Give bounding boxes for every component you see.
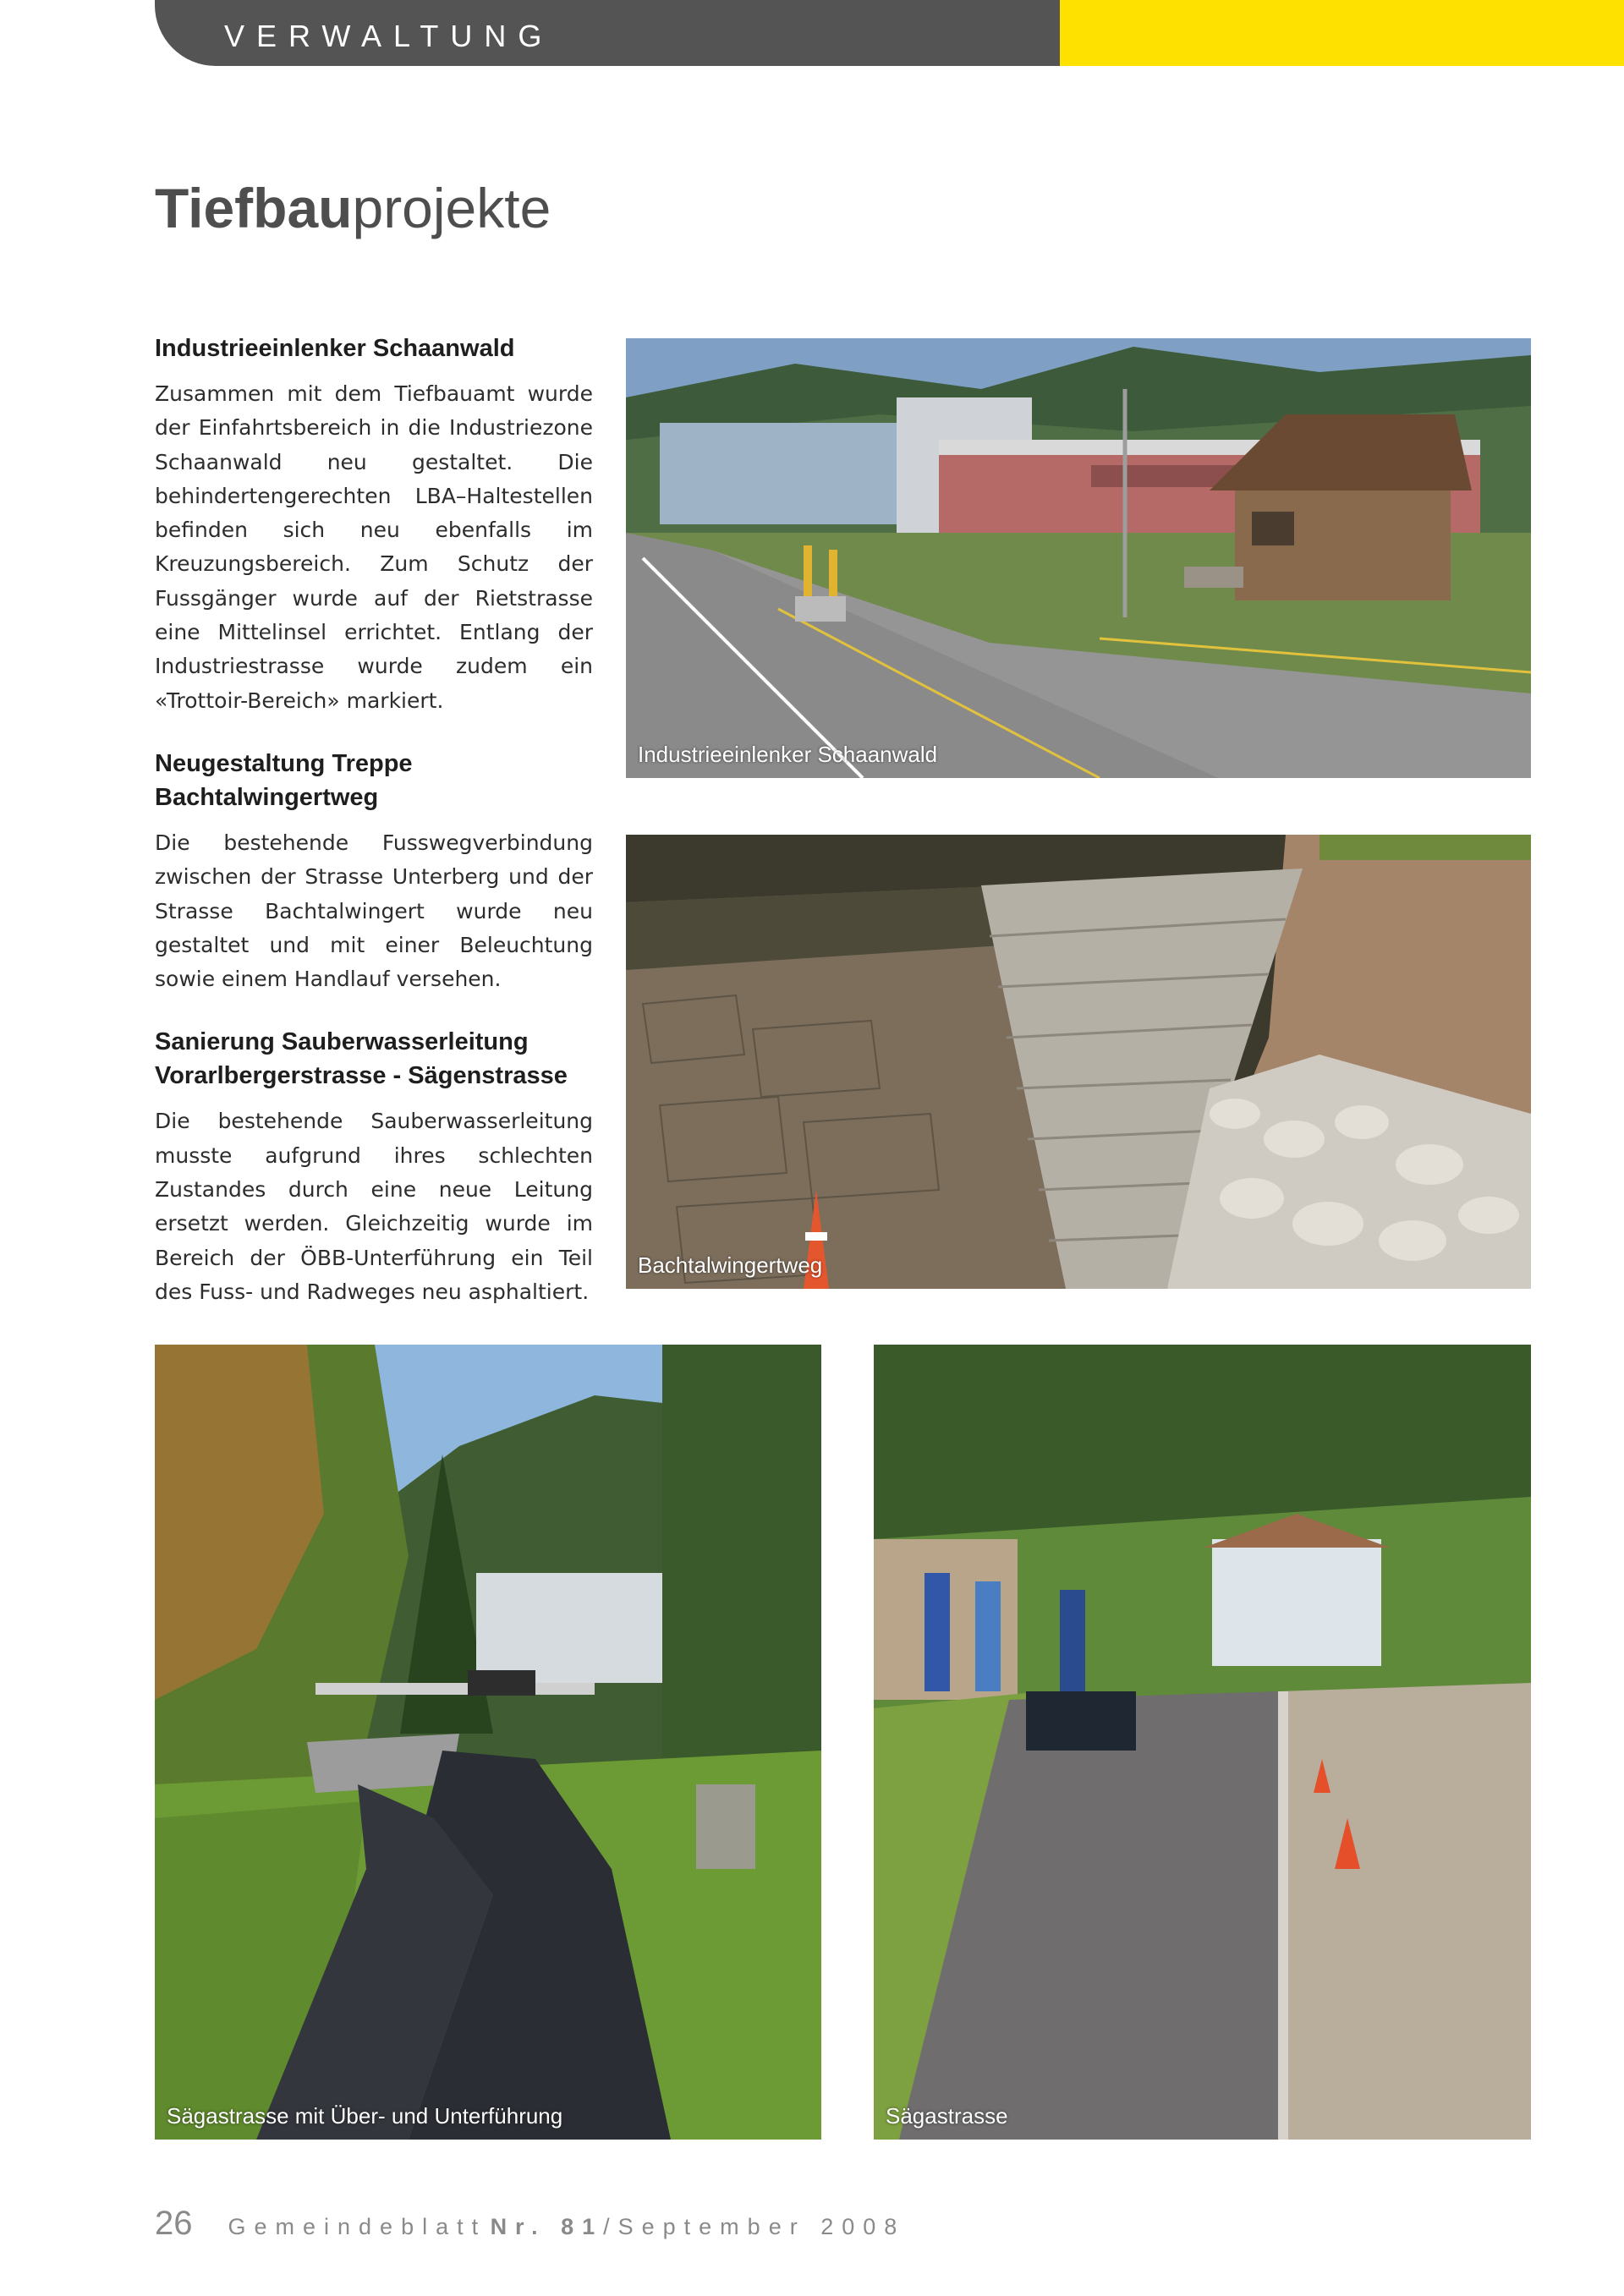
page-title-bold: Tiefbau — [155, 177, 353, 239]
article-column — [155, 332, 593, 1338]
header-accent-block — [1060, 0, 1624, 66]
section-heading-treppe: Neugestaltung Treppe Bachtalwingertweg — [155, 749, 413, 811]
photo-saegastrasse-unterfuehrung — [155, 1345, 821, 2140]
section-heading-sauberwasserleitung: Sanierung Sauberwasserleitung Vorarlbergerstrasse - Sägenstrasse — [155, 1028, 568, 1090]
photo-industrieeinlenker — [626, 338, 1531, 778]
section-heading-industrieeinlenker: Industrieeinlenker Schaanwald — [155, 335, 515, 362]
footer-date: /September 2008 — [603, 2214, 906, 2239]
photo-bachtalwingertweg — [626, 835, 1531, 1289]
section-body-sauberwasserleitung: Die bestehende Sauberwasserleitung musste aufgrund ihres schlechten Zustandes durch eine neue Leitung ersetzt werden. Gleichzeitig wurde im Bereich der ÖBB-Unterführung ein Teil des Fuss- und Radweges neu asphaltiert. — [155, 1109, 593, 1304]
photo-caption: Bachtalwingertweg — [638, 1252, 823, 1278]
section-label: VERWALTUNG — [224, 19, 554, 53]
section-body-industrieeinlenker: Zusammen mit dem Tiefbauamt wurde der Einfahrtsbereich in die Industriezone Schaanwald neu gestaltet. Die behindertengerechten LBA–Haltestellen befinden sich neu ebenfalls im Kreuzungsbereich. Zum Schutz der Fussgänger wurde auf der Rietstrasse eine Mittelinsel errichtet. Entlang der Industriestrasse wurde zudem ein «Trottoir-Bereich» markiert. — [155, 381, 593, 713]
photo-caption: Sägastrasse — [886, 2103, 1008, 2129]
photo-caption: Sägastrasse mit Über- und Unterführung — [167, 2103, 563, 2129]
page-title — [155, 176, 551, 240]
photo-industrieeinlenker-image — [626, 338, 1531, 778]
photo-saegastrasse-unterfuehrung-image — [155, 1345, 821, 2140]
photo-bachtalwingertweg-image — [626, 835, 1531, 1289]
footer-issue: Nr. 81 — [490, 2214, 604, 2239]
page-number: 26 — [155, 2205, 193, 2242]
section-body-treppe: Die bestehende Fusswegverbindung zwischen der Strasse Unterberg und der Strasse Bachtalwingert wurde neu gestaltet und mit einer Beleuchtung sowie einem Handlauf versehen. — [155, 830, 593, 992]
footer-publication: Gemeindeblatt — [228, 2214, 487, 2239]
page-title-regular: projekte — [352, 177, 551, 239]
photo-saegastrasse — [874, 1345, 1531, 2140]
header-bar — [155, 0, 1060, 66]
photo-saegastrasse-image — [874, 1345, 1531, 2140]
photo-caption: Industrieeinlenker Schaanwald — [638, 742, 938, 767]
page-footer — [155, 2205, 905, 2243]
